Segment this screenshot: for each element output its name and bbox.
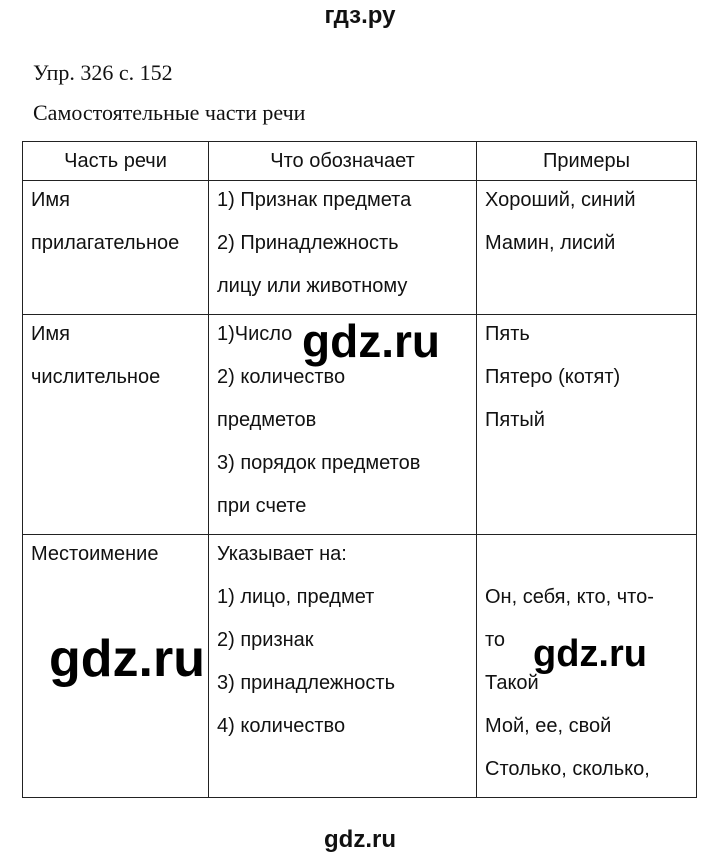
cell-line: 2) Принадлежность bbox=[217, 232, 399, 254]
cell-meaning bbox=[209, 535, 477, 798]
cell-examples bbox=[477, 315, 697, 535]
cell-line: числительное bbox=[31, 366, 161, 388]
cell-spacer bbox=[485, 539, 691, 582]
cell-line: 3) порядок предметов bbox=[217, 452, 421, 474]
cell-line: Мой, ее, свой bbox=[485, 715, 612, 737]
header-examples: Примеры bbox=[477, 142, 697, 181]
table-row-adjective bbox=[23, 181, 697, 315]
cell-line: 4) количество bbox=[217, 715, 346, 737]
cell-line: предметов bbox=[217, 409, 317, 431]
cell-line: 2) признак bbox=[217, 629, 314, 651]
cell-line: Пятый bbox=[485, 409, 545, 431]
cell-line: Он, себя, кто, что- bbox=[485, 586, 654, 608]
cell-line: то bbox=[485, 629, 506, 651]
cell-line: Местоимение bbox=[31, 543, 159, 565]
header-part-of-speech: Часть речи bbox=[23, 142, 209, 181]
cell-line: 3) принадлежность bbox=[217, 672, 395, 694]
cell-line: Такой bbox=[485, 672, 539, 694]
table-header-row bbox=[23, 142, 697, 181]
cell-line: Пятеро (котят) bbox=[485, 366, 621, 388]
cell-line: Столько, сколько, bbox=[485, 758, 650, 780]
site-footer: gdz.ru bbox=[324, 826, 396, 853]
cell-line: прилагательное bbox=[31, 232, 180, 254]
site-header: гдз.ру bbox=[324, 2, 396, 29]
cell-line: Указывает на: bbox=[217, 543, 347, 565]
cell-part bbox=[23, 181, 209, 315]
cell-line: 1) Признак предмета bbox=[217, 189, 412, 211]
cell-line: Имя bbox=[31, 323, 70, 345]
cell-line: Имя bbox=[31, 189, 70, 211]
watermark: gdz.ru bbox=[302, 315, 440, 367]
cell-line: Пять bbox=[485, 323, 530, 345]
cell-line: Хороший, синий bbox=[485, 189, 636, 211]
cell-part bbox=[23, 315, 209, 535]
watermark: gdz.ru bbox=[533, 633, 647, 675]
header-meaning: Что обозначает bbox=[209, 142, 477, 181]
document-title: Самостоятельные части речи bbox=[33, 100, 306, 125]
cell-line: при счете bbox=[217, 495, 307, 517]
cell-line: 1) лицо, предмет bbox=[217, 586, 375, 608]
cell-line: 1)Число bbox=[217, 323, 293, 345]
parts-of-speech-table bbox=[22, 141, 697, 798]
cell-line: Мамин, лисий bbox=[485, 232, 616, 254]
cell-meaning bbox=[209, 181, 477, 315]
cell-line: лицу или животному bbox=[217, 275, 408, 297]
cell-examples bbox=[477, 181, 697, 315]
exercise-reference: Упр. 326 с. 152 bbox=[33, 60, 173, 85]
cell-line: 2) количество bbox=[217, 366, 346, 388]
watermark: gdz.ru bbox=[49, 630, 205, 688]
